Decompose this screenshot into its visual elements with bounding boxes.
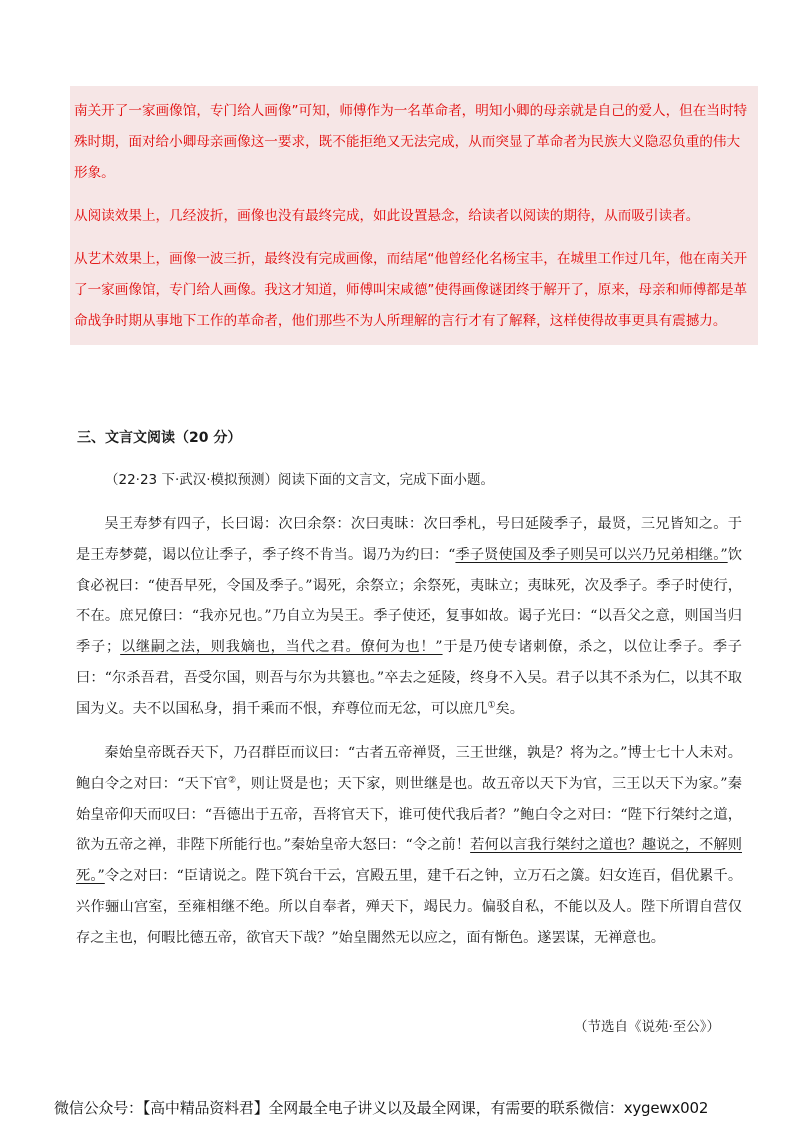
passage1-text-2: 饮食必祝曰：“使吾早死，令国及季子。”谒死，余祭立；余祭死，夷昧立；夷昧死，次及季子。季子时使行，不在。庶兄僚曰：“我亦兄也。”乃自立为吴王。季子使还，复事如故。谒子光曰：“以吾父之意，则国当归季子； [76,546,742,656]
classical-passage-2 [76,738,742,954]
passage2-text-1: 秦始皇帝既吞天下，乃召群臣而议曰：“古者五帝禅贤，三王世继，孰是？将为之。”博士七十人未对。鲍白令之对曰：“天下官 [76,745,742,792]
question-instruction: （22·23 下·武汉·模拟预测）阅读下面的文言文，完成下面小题。 [105,472,495,488]
underlined-sentence-2: 以继嗣之法，则我嫡也，当代之君。僚何为也！” [120,639,443,656]
underlined-sentence-3: 若何以言我行桀纣之道也？趣说之，不解则死。” [76,837,742,885]
source-citation: （节选自《说苑·至公》） [573,1019,720,1035]
answer-paragraph-2: 从阅读效果上，几经波折，画像也没有最终完成，如此设置悬念，给读者以阅读的期待，从而吸引读者。 [74,208,700,224]
passage2-text-3: 令之对曰：“臣请说之。陛下筑台干云，宫殿五里，建千石之钟，立万石之簴。妇女连百，倡优累千。兴作骊山宫室，至雍相继不绝。所以自奉者，殚天下，竭民力。偏驳自私，不能以及人。陛下所谓自营仅存之主也，何暇比德五帝，欲官天下哉？”始皇闇然无以应之，面有惭色。遂罢谋，无禅意也。 [76,868,743,946]
answer-analysis-box [70,86,758,345]
classical-passage-1 [76,509,742,725]
underlined-sentence-1: 季子贤使国及季子则吴可以兴乃兄弟相继。” [455,546,728,563]
answer-paragraph-3: 从艺术效果上，画像一波三折，最终没有完成画像，而结尾“他曾经化名杨宝丰，在城里工作过几年，他在南关开了一家画像馆，专门给人画像。我这才知道，师傅叫宋咸德”使得画像谜团终于解开了，原来，母亲和师傅都是革命战争时期从事地下工作的革命者，他们那些不为人所理解的言行才有了解释，这样使得故事更具有震撼力。 [74,251,748,329]
footer-contact: 微信公众号：【高中精品资料君】全网最全电子讲义以及最全网课，有需要的联系微信：xygewx002 [54,1099,709,1117]
section-heading: 三、文言文阅读（20 分） [77,430,242,446]
passage1-text-1: 吴王寿梦有四子，长曰谒：次曰余祭：次曰夷昧：次曰季札，号曰延陵季子，最贤，三兄皆知之。于是王寿梦薨，谒以位让季子，季子终不肯当。谒乃为约曰：“ [76,516,742,563]
passage1-text-3: 于是乃使专诸刺僚，杀之，以位让季子。季子曰：“尔杀吾君，吾受尔国，则吾与尔为共篡也。”卒去之延陵，终身不入吴。君子以其不杀为仁，以其不取国为义。夫不以国私身，捐千乘而不恨，弃尊位而无忿，可以庶几 [76,639,742,717]
passage1-text-4: 矣。 [495,700,524,717]
footnote-marker-2: ② [227,775,237,786]
passage2-text-2: ，则让贤是也；天下家，则世继是也。故五帝以天下为官，三王以天下为家。”秦始皇帝仰天而叹曰：“吾德出于五帝，吾将官天下，谁可使代我后者？”鲍白令之对曰：“陛下行桀纣之道，欲为五帝之禅，非陛下所能行也。”秦始皇帝大怒曰：“令之前！ [76,775,742,854]
footnote-marker-1: ① [487,700,496,711]
answer-paragraph-1: 南关开了一家画像馆，专门给人画像”可知，师傅作为一名革命者，明知小卿的母亲就是自己的爱人，但在当时特殊时期，面对给小卿母亲画像这一要求，既不能拒绝又无法完成，从而突显了革命者为民族大义隐忍负重的伟大形象。 [74,103,748,181]
